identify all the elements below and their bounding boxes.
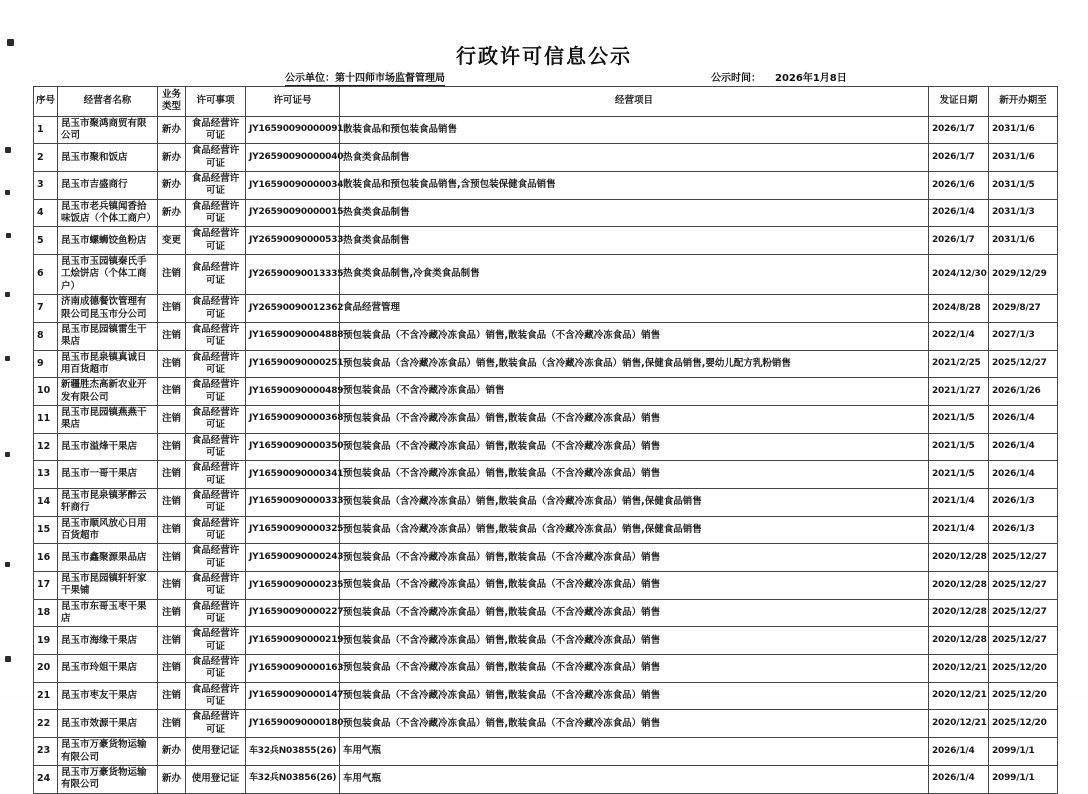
column-header: 新开办期至 — [989, 87, 1058, 117]
table-row — [34, 516, 1058, 544]
cell-issue_date: 2026/1/7 — [929, 116, 989, 144]
cell-issue_date: 2026/1/4 — [929, 199, 989, 227]
cell-valid_until: 2026/1/4 — [989, 433, 1058, 461]
table-row — [34, 655, 1058, 683]
cell-valid_until: 2025/12/20 — [989, 655, 1058, 683]
cell-issue_date: 2020/12/28 — [929, 572, 989, 600]
cell-valid_until: 2025/12/20 — [989, 710, 1058, 738]
scan-artifact — [5, 452, 10, 457]
cell-issue_date: 2021/2/25 — [929, 350, 989, 378]
table-row — [34, 710, 1058, 738]
cell-issue_date: 2021/1/5 — [929, 433, 989, 461]
cell-license_no: 车32兵N03855(26) — [246, 738, 340, 766]
cell-name: 昆玉市螺蛳饺鱼粉店 — [58, 227, 158, 255]
cell-valid_until: 2025/12/27 — [989, 599, 1058, 627]
cell-license_no: JY16590090000350 — [246, 433, 340, 461]
cell-no: 11 — [34, 405, 58, 433]
cell-item: 食品经营许可证 — [186, 599, 246, 627]
cell-license_no: 车32兵N03856(26) — [246, 765, 340, 793]
cell-name: 昆玉市溢烽干果店 — [58, 433, 158, 461]
publish-time-label: 公示时间： — [711, 73, 761, 84]
cell-no: 20 — [34, 655, 58, 683]
cell-item: 食品经营许可证 — [186, 544, 246, 572]
cell-type: 变更 — [158, 227, 186, 255]
license-table — [33, 86, 1058, 794]
column-header: 序号 — [34, 87, 58, 117]
cell-no: 10 — [34, 378, 58, 406]
cell-name: 昆玉市昆园镇轩轩家干果铺 — [58, 572, 158, 600]
cell-item: 食品经营许可证 — [186, 627, 246, 655]
cell-license_no: JY26590090000533 — [246, 227, 340, 255]
cell-type: 注销 — [158, 405, 186, 433]
cell-issue_date: 2021/1/4 — [929, 488, 989, 516]
cell-issue_date: 2021/1/5 — [929, 461, 989, 489]
cell-scope: 散装食品和预包装食品销售 — [340, 116, 929, 144]
cell-issue_date: 2020/12/28 — [929, 599, 989, 627]
cell-type: 注销 — [158, 350, 186, 378]
cell-license_no: JY16590090000235 — [246, 572, 340, 600]
cell-name: 昆玉市昆泉镇茅醉云轩商行 — [58, 488, 158, 516]
cell-item: 食品经营许可证 — [186, 461, 246, 489]
table-row — [34, 199, 1058, 227]
table-row — [34, 599, 1058, 627]
scan-artifact — [5, 190, 10, 195]
cell-valid_until: 2099/1/1 — [989, 765, 1058, 793]
cell-name: 昆玉市昆园镇雷生干果店 — [58, 322, 158, 350]
cell-no: 24 — [34, 765, 58, 793]
cell-type: 注销 — [158, 322, 186, 350]
cell-type: 新办 — [158, 144, 186, 172]
cell-type: 注销 — [158, 627, 186, 655]
cell-no: 6 — [34, 255, 58, 295]
cell-name: 昆玉市玉园镇秦氏手工烩饼店（个体工商户） — [58, 255, 158, 295]
cell-license_no: JY16590090000368 — [246, 405, 340, 433]
cell-item: 食品经营许可证 — [186, 488, 246, 516]
cell-item: 食品经营许可证 — [186, 405, 246, 433]
table-row — [34, 322, 1058, 350]
cell-item: 食品经营许可证 — [186, 199, 246, 227]
cell-issue_date: 2026/1/7 — [929, 227, 989, 255]
cell-scope: 预包装食品（不含冷藏冷冻食品）销售,散装食品（不含冷藏冷冻食品）销售 — [340, 627, 929, 655]
cell-name: 昆玉市昆泉镇真诚日用百货超市 — [58, 350, 158, 378]
cell-issue_date: 2024/12/30 — [929, 255, 989, 295]
cell-no: 7 — [34, 295, 58, 323]
cell-scope: 热食类食品制售,冷食类食品制售 — [340, 255, 929, 295]
cell-valid_until: 2026/1/4 — [989, 405, 1058, 433]
cell-type: 注销 — [158, 378, 186, 406]
table-row — [34, 765, 1058, 793]
cell-no: 8 — [34, 322, 58, 350]
cell-scope: 车用气瓶 — [340, 738, 929, 766]
publish-unit-value: 第十四师市场监督管理局 — [335, 73, 445, 84]
scan-artifact — [5, 356, 10, 361]
cell-issue_date: 2026/1/4 — [929, 765, 989, 793]
cell-no: 14 — [34, 488, 58, 516]
cell-type: 注销 — [158, 682, 186, 710]
cell-scope: 预包装食品（不含冷藏冷冻食品）销售,散装食品（不含冷藏冷冻食品）销售 — [340, 433, 929, 461]
cell-no: 13 — [34, 461, 58, 489]
cell-no: 18 — [34, 599, 58, 627]
cell-no: 2 — [34, 144, 58, 172]
table-row — [34, 572, 1058, 600]
cell-type: 注销 — [158, 544, 186, 572]
cell-no: 3 — [34, 172, 58, 200]
scan-artifact — [5, 147, 11, 153]
cell-item: 食品经营许可证 — [186, 295, 246, 323]
cell-license_no: JY16590090000489 — [246, 378, 340, 406]
cell-scope: 食品经营管理 — [340, 295, 929, 323]
cell-license_no: JY16590090000034 — [246, 172, 340, 200]
cell-issue_date: 2021/1/5 — [929, 405, 989, 433]
cell-name: 昆玉市顺风放心日用百货超市 — [58, 516, 158, 544]
cell-type: 注销 — [158, 516, 186, 544]
publish-unit — [285, 69, 445, 86]
table-row — [34, 144, 1058, 172]
cell-item: 食品经营许可证 — [186, 116, 246, 144]
cell-scope: 预包装食品（不含冷藏冷冻食品）销售,散装食品（不含冷藏冷冻食品）销售 — [340, 322, 929, 350]
column-header: 许可事项 — [186, 87, 246, 117]
cell-no: 17 — [34, 572, 58, 600]
cell-item: 食品经营许可证 — [186, 682, 246, 710]
table-row — [34, 627, 1058, 655]
cell-issue_date: 2024/8/28 — [929, 295, 989, 323]
cell-valid_until: 2026/1/4 — [989, 461, 1058, 489]
cell-name: 昆玉市一哥干果店 — [58, 461, 158, 489]
cell-scope: 热食类食品制售 — [340, 227, 929, 255]
cell-valid_until: 2099/1/1 — [989, 738, 1058, 766]
cell-license_no: JY16590090000333 — [246, 488, 340, 516]
cell-license_no: JY26590090013335 — [246, 255, 340, 295]
cell-name: 昆玉市吉盛商行 — [58, 172, 158, 200]
cell-scope: 车用气瓶 — [340, 765, 929, 793]
cell-license_no: JY16590090004888 — [246, 322, 340, 350]
cell-no: 4 — [34, 199, 58, 227]
column-header: 经营者名称 — [58, 87, 158, 117]
cell-valid_until: 2026/1/26 — [989, 378, 1058, 406]
cell-issue_date: 2026/1/4 — [929, 738, 989, 766]
table-row — [34, 116, 1058, 144]
cell-name: 昆玉市玲姐干果店 — [58, 655, 158, 683]
cell-name: 昆玉市东哥玉枣干果店 — [58, 599, 158, 627]
column-header: 业务类型 — [158, 87, 186, 117]
cell-issue_date: 2026/1/6 — [929, 172, 989, 200]
cell-valid_until: 2026/1/3 — [989, 516, 1058, 544]
table-row — [34, 405, 1058, 433]
table-body — [34, 116, 1058, 793]
table-row — [34, 378, 1058, 406]
cell-item: 使用登记证 — [186, 738, 246, 766]
cell-item: 食品经营许可证 — [186, 710, 246, 738]
cell-name: 新疆胜杰高新农业开发有限公司 — [58, 378, 158, 406]
cell-name: 昆玉市聚鸿商贸有限公司 — [58, 116, 158, 144]
column-header: 许可证号 — [246, 87, 340, 117]
cell-type: 注销 — [158, 255, 186, 295]
table-row — [34, 295, 1058, 323]
cell-scope: 热食类食品制售 — [340, 199, 929, 227]
cell-no: 12 — [34, 433, 58, 461]
cell-no: 23 — [34, 738, 58, 766]
cell-scope: 预包装食品（含冷藏冷冻食品）销售,散装食品（含冷藏冷冻食品）销售,保健食品销售 — [340, 516, 929, 544]
cell-license_no: JY16590090000251 — [246, 350, 340, 378]
publish-time-value: 2026年1月8日 — [775, 73, 847, 84]
cell-item: 食品经营许可证 — [186, 255, 246, 295]
cell-scope: 预包装食品（不含冷藏冷冻食品）销售,散装食品（不含冷藏冷冻食品）销售 — [340, 655, 929, 683]
cell-valid_until: 2025/12/20 — [989, 682, 1058, 710]
cell-scope: 预包装食品（含冷藏冷冻食品）销售,散装食品（含冷藏冷冻食品）销售,保健食品销售 — [340, 488, 929, 516]
cell-type: 新办 — [158, 116, 186, 144]
cell-name: 昆玉市枣友干果店 — [58, 682, 158, 710]
cell-type: 注销 — [158, 572, 186, 600]
cell-scope: 预包装食品（不含冷藏冷冻食品）销售,散装食品（不含冷藏冷冻食品）销售 — [340, 682, 929, 710]
table-row — [34, 227, 1058, 255]
cell-scope: 预包装食品（不含冷藏冷冻食品）销售 — [340, 378, 929, 406]
cell-scope: 预包装食品（含冷藏冷冻食品）销售,散装食品（含冷藏冷冻食品）销售,保健食品销售,婴幼儿配方乳粉销售 — [340, 350, 929, 378]
cell-item: 使用登记证 — [186, 765, 246, 793]
cell-type: 注销 — [158, 461, 186, 489]
header-row — [34, 87, 1058, 117]
cell-license_no: JY26590090000015 — [246, 199, 340, 227]
cell-issue_date: 2021/1/27 — [929, 378, 989, 406]
cell-item: 食品经营许可证 — [186, 322, 246, 350]
table-row — [34, 544, 1058, 572]
scan-artifact — [5, 292, 10, 297]
cell-name: 昆玉市海缘干果店 — [58, 627, 158, 655]
cell-issue_date: 2020/12/21 — [929, 682, 989, 710]
cell-no: 22 — [34, 710, 58, 738]
cell-issue_date: 2021/1/4 — [929, 516, 989, 544]
cell-license_no: JY26590090012362 — [246, 295, 340, 323]
cell-valid_until: 2029/12/29 — [989, 255, 1058, 295]
cell-license_no: JY16590090000180 — [246, 710, 340, 738]
cell-item: 食品经营许可证 — [186, 350, 246, 378]
cell-type: 新办 — [158, 172, 186, 200]
table-row — [34, 172, 1058, 200]
cell-no: 1 — [34, 116, 58, 144]
cell-issue_date: 2020/12/28 — [929, 544, 989, 572]
cell-valid_until: 2027/1/3 — [989, 322, 1058, 350]
cell-valid_until: 2025/12/27 — [989, 544, 1058, 572]
cell-no: 16 — [34, 544, 58, 572]
cell-license_no: JY16590090000341 — [246, 461, 340, 489]
cell-type: 注销 — [158, 433, 186, 461]
cell-license_no: JY16590090000163 — [246, 655, 340, 683]
column-header: 经营项目 — [340, 87, 929, 117]
cell-no: 15 — [34, 516, 58, 544]
cell-name: 昆玉市万豪货物运输有限公司 — [58, 738, 158, 766]
cell-item: 食品经营许可证 — [186, 172, 246, 200]
table-row — [34, 738, 1058, 766]
cell-name: 昆玉市鑫聚源果品店 — [58, 544, 158, 572]
cell-license_no: JY26590090000040 — [246, 144, 340, 172]
cell-valid_until: 2029/8/27 — [989, 295, 1058, 323]
cell-type: 新办 — [158, 199, 186, 227]
cell-item: 食品经营许可证 — [186, 144, 246, 172]
cell-item: 食品经营许可证 — [186, 655, 246, 683]
cell-scope: 热食类食品制售 — [340, 144, 929, 172]
cell-license_no: JY16590090000219 — [246, 627, 340, 655]
cell-name: 昆玉市昆园镇燕燕干果店 — [58, 405, 158, 433]
cell-issue_date: 2026/1/7 — [929, 144, 989, 172]
cell-name: 昆玉市老兵镇闻香拾味饭店（个体工商户） — [58, 199, 158, 227]
cell-type: 注销 — [158, 599, 186, 627]
cell-license_no: JY16590090000147 — [246, 682, 340, 710]
cell-scope: 预包装食品（不含冷藏冷冻食品）销售,散装食品（不含冷藏冷冻食品）销售 — [340, 405, 929, 433]
cell-no: 19 — [34, 627, 58, 655]
cell-license_no: JY16590090000325 — [246, 516, 340, 544]
table-row — [34, 350, 1058, 378]
cell-name: 济南成德餐饮管理有限公司昆玉市分公司 — [58, 295, 158, 323]
cell-valid_until: 2031/1/5 — [989, 172, 1058, 200]
cell-type: 新办 — [158, 738, 186, 766]
cell-name: 昆玉市聚和饭店 — [58, 144, 158, 172]
cell-item: 食品经营许可证 — [186, 433, 246, 461]
cell-issue_date: 2020/12/21 — [929, 710, 989, 738]
cell-type: 新办 — [158, 765, 186, 793]
cell-type: 注销 — [158, 488, 186, 516]
cell-valid_until: 2026/1/3 — [989, 488, 1058, 516]
cell-type: 注销 — [158, 295, 186, 323]
cell-valid_until: 2025/12/27 — [989, 572, 1058, 600]
cell-name: 昆玉市万豪货物运输有限公司 — [58, 765, 158, 793]
cell-issue_date: 2022/1/4 — [929, 322, 989, 350]
table-row — [34, 255, 1058, 295]
cell-no: 5 — [34, 227, 58, 255]
page-title: 行政许可信息公示 — [456, 44, 632, 68]
table-row — [34, 433, 1058, 461]
cell-scope: 散装食品和预包装食品销售,含预包装保健食品销售 — [340, 172, 929, 200]
cell-license_no: JY16590090000243 — [246, 544, 340, 572]
cell-valid_until: 2031/1/3 — [989, 199, 1058, 227]
table-row — [34, 682, 1058, 710]
cell-license_no: JY16590090000091 — [246, 116, 340, 144]
cell-license_no: JY16590090000227 — [246, 599, 340, 627]
cell-type: 注销 — [158, 710, 186, 738]
cell-scope: 预包装食品（不含冷藏冷冻食品）销售,散装食品（不含冷藏冷冻食品）销售 — [340, 710, 929, 738]
cell-item: 食品经营许可证 — [186, 378, 246, 406]
cell-valid_until: 2031/1/6 — [989, 227, 1058, 255]
cell-valid_until: 2025/12/27 — [989, 627, 1058, 655]
cell-item: 食品经营许可证 — [186, 227, 246, 255]
cell-scope: 预包装食品（不含冷藏冷冻食品）销售,散装食品（不含冷藏冷冻食品）销售 — [340, 572, 929, 600]
cell-item: 食品经营许可证 — [186, 516, 246, 544]
cell-issue_date: 2020/12/28 — [929, 627, 989, 655]
cell-name: 昆玉市效源干果店 — [58, 710, 158, 738]
publish-time — [711, 69, 847, 84]
scan-artifact — [6, 233, 11, 238]
column-header: 发证日期 — [929, 87, 989, 117]
table-row — [34, 488, 1058, 516]
cell-scope: 预包装食品（不含冷藏冷冻食品）销售,散装食品（不含冷藏冷冻食品）销售 — [340, 599, 929, 627]
cell-valid_until: 2031/1/6 — [989, 144, 1058, 172]
scan-artifact — [5, 562, 10, 567]
table-row — [34, 461, 1058, 489]
cell-item: 食品经营许可证 — [186, 572, 246, 600]
cell-valid_until: 2031/1/6 — [989, 116, 1058, 144]
cell-scope: 预包装食品（不含冷藏冷冻食品）销售,散装食品（不含冷藏冷冻食品）销售 — [340, 461, 929, 489]
cell-issue_date: 2020/12/21 — [929, 655, 989, 683]
cell-type: 注销 — [158, 655, 186, 683]
publish-unit-label: 公示单位： — [285, 73, 335, 84]
cell-no: 21 — [34, 682, 58, 710]
cell-no: 9 — [34, 350, 58, 378]
cell-scope: 预包装食品（不含冷藏冷冻食品）销售,散装食品（不含冷藏冷冻食品）销售 — [340, 544, 929, 572]
scan-artifact — [5, 656, 11, 662]
cell-valid_until: 2025/12/27 — [989, 350, 1058, 378]
